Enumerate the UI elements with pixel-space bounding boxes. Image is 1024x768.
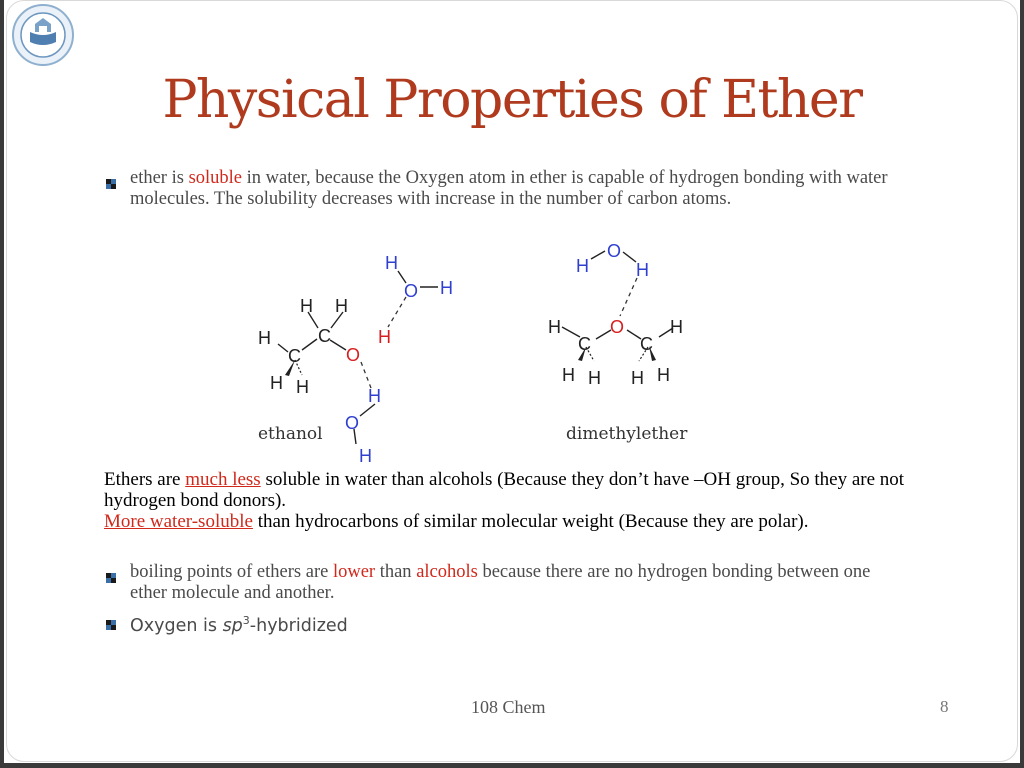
atom-label: H (296, 377, 309, 397)
sp-text: sp (222, 615, 243, 636)
bullet-square-icon (106, 573, 116, 583)
bullet-hybridization (130, 610, 900, 637)
atom-label: H (562, 365, 575, 385)
atom-label: H (335, 296, 348, 316)
bullet-boiling-points (130, 562, 900, 604)
atom-label: O (610, 317, 625, 337)
highlight-alcohols: alcohols (416, 562, 478, 582)
bullet-square-icon (106, 620, 116, 630)
atom-label: H (576, 256, 589, 276)
highlight-lower: lower (332, 562, 376, 582)
atom-label: O (345, 413, 360, 433)
highlight-much-less: much less (185, 469, 261, 490)
highlight-soluble: soluble (188, 168, 243, 188)
atom-label: H (588, 368, 601, 388)
atom-label: H (657, 365, 670, 385)
atom-label: H (385, 253, 398, 273)
atom-label: H (631, 368, 644, 388)
text: -hybridized (249, 615, 348, 636)
atom-label: H (359, 446, 372, 466)
text: soluble in water than alcohols (Because they don’t have –OH group, So they are not hydrogen bond donors). (104, 469, 905, 511)
solubility-comparison-text (104, 469, 964, 532)
atom-label: H (368, 386, 381, 406)
atom-label: C (318, 326, 331, 346)
page-number: 8 (940, 697, 949, 716)
atom-label: H (548, 317, 561, 337)
text: ether is (130, 168, 189, 188)
dimethylether-label: dimethylether (566, 424, 688, 444)
atom-label: H (440, 278, 453, 298)
text: Ethers are (104, 469, 186, 490)
atom-label: O (346, 345, 361, 365)
atom-label: C (640, 334, 653, 354)
atom-label: H (378, 327, 391, 347)
atom-label: O (607, 241, 622, 261)
text: Oxygen is (130, 615, 223, 636)
ethanol-label: ethanol (258, 424, 323, 444)
atom-label: H (300, 296, 313, 316)
text: because there are no hydrogen bonding between one ether molecule and another. (130, 562, 871, 603)
superscript-3: 3 (242, 614, 250, 627)
atom-label: C (578, 334, 591, 354)
atom-label: O (404, 281, 419, 301)
slide-edge-bottom (0, 763, 1024, 768)
atom-label: H (270, 373, 283, 393)
bullet-solubility (130, 168, 900, 210)
text: in water, because the Oxygen atom in ether is capable of hydrogen bonding with water molecules. The solubility decreases with increase in the number of carbon atoms. (130, 168, 888, 209)
slide-title: Physical Properties of Ether (162, 70, 862, 130)
university-seal-logo (10, 2, 76, 68)
atom-label: H (636, 260, 649, 280)
atom-label: H (258, 328, 271, 348)
atom-label: H (670, 317, 683, 337)
text: boiling points of ethers are (130, 562, 333, 582)
bullet-square-icon (106, 179, 116, 189)
highlight-more-water-soluble: More water-soluble (104, 511, 253, 532)
footer-course: 108 Chem (471, 697, 546, 717)
atom-label: C (288, 346, 301, 366)
text: than (375, 562, 417, 582)
text: than hydrocarbons of similar molecular weight (Because they are polar). (252, 511, 809, 532)
